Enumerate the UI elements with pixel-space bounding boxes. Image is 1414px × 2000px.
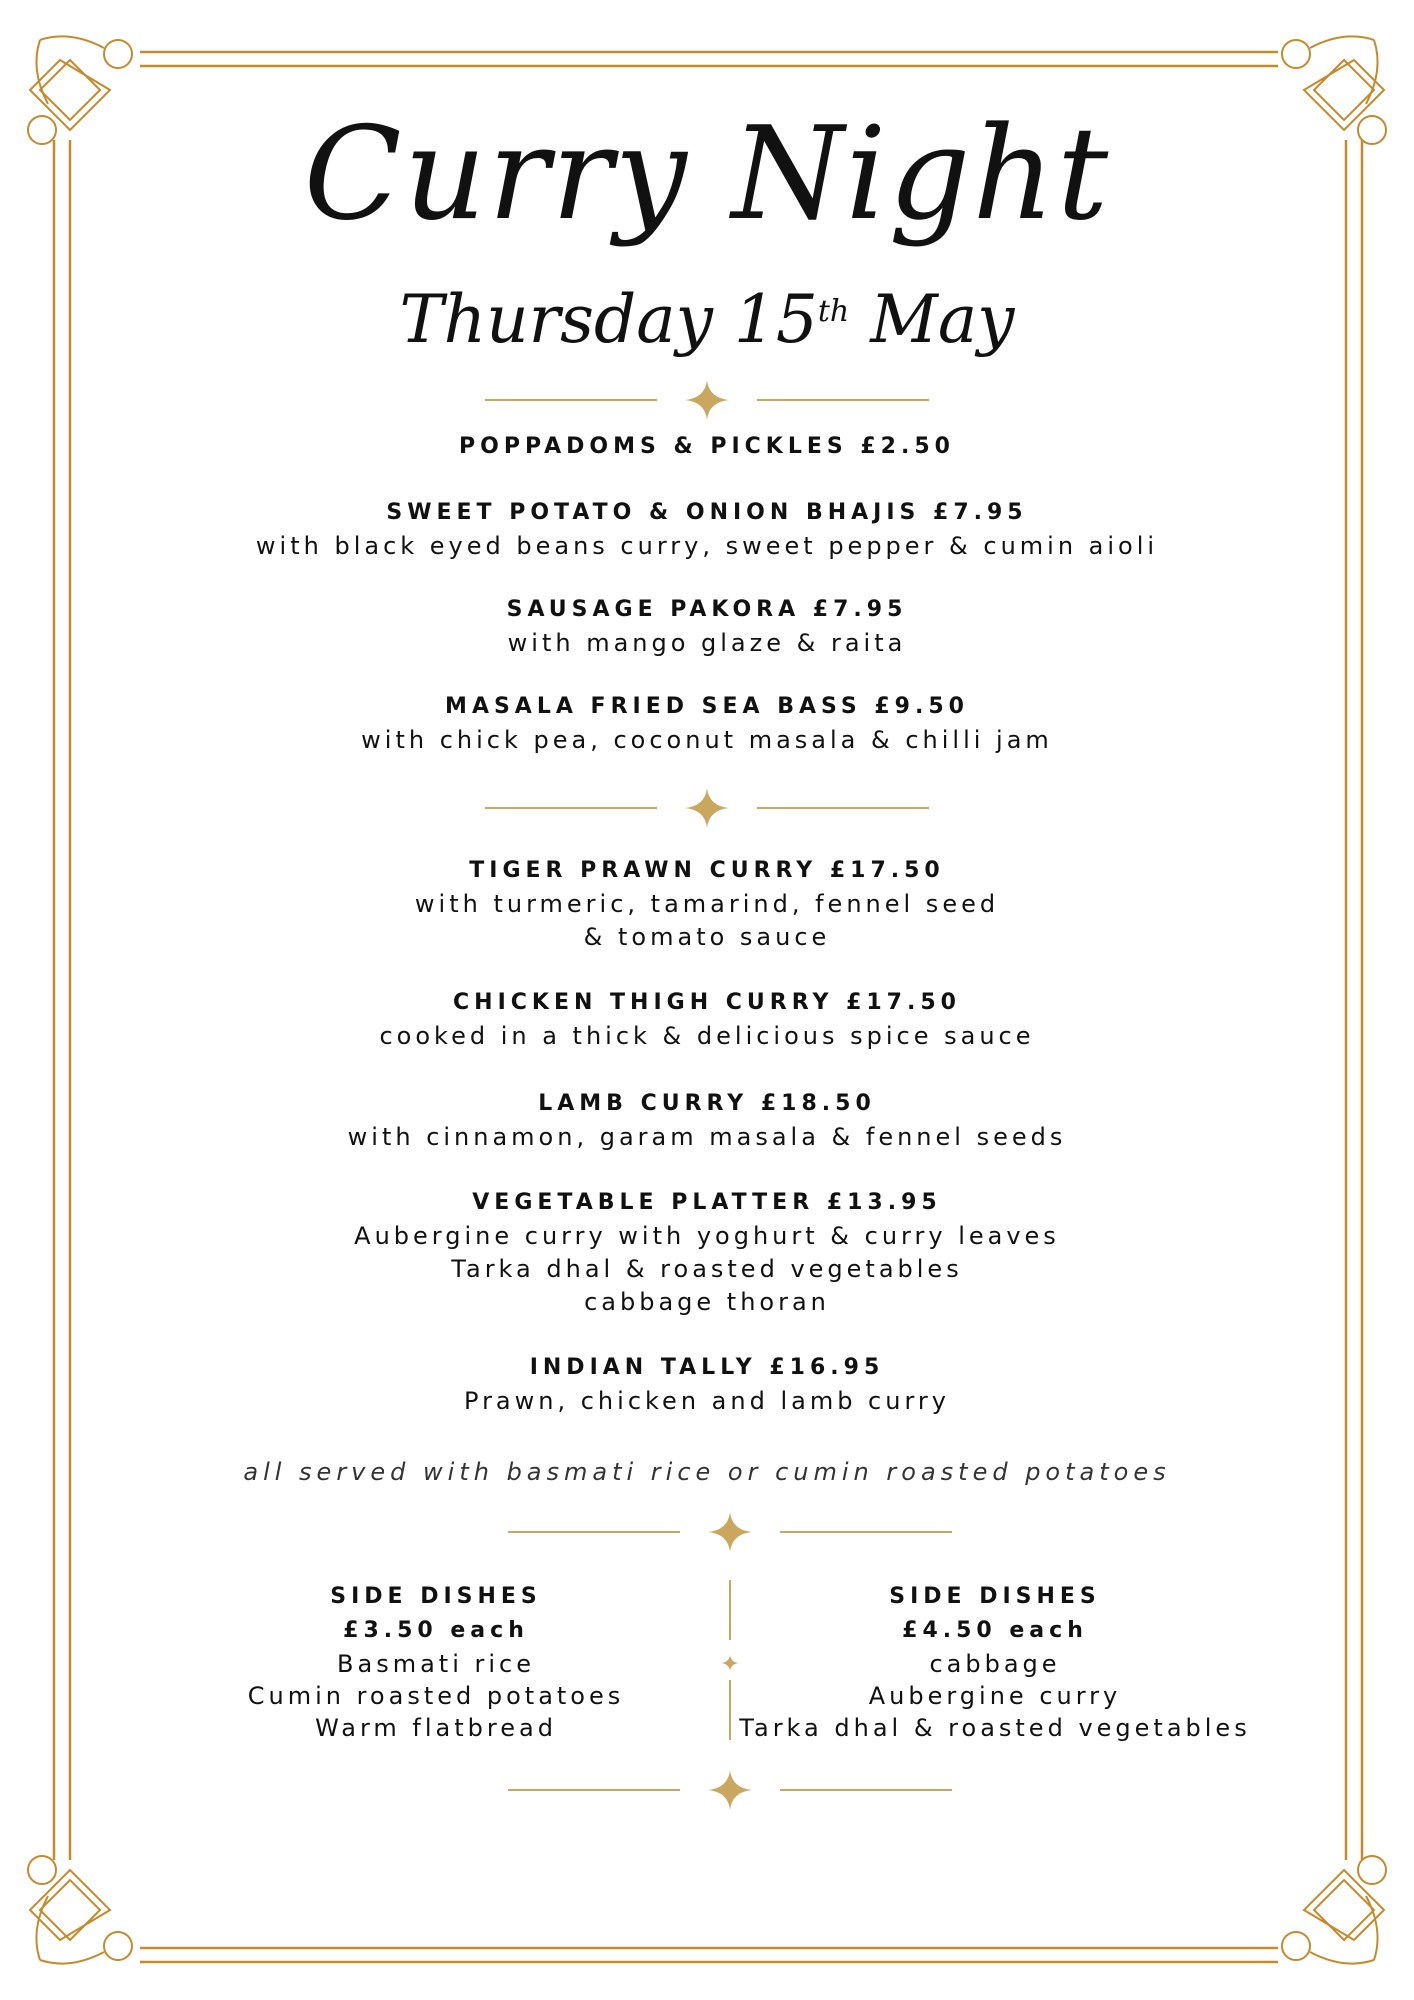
menu-item (0, 1087, 1414, 1154)
dish-name: SAUSAGE PAKORA £7.95 (506, 597, 908, 622)
side-dish-item: cabbage (929, 1650, 1061, 1678)
corner-ornament-bottom-left (28, 1856, 132, 1964)
dish-name: CHICKEN THIGH CURRY £17.50 (453, 990, 961, 1015)
side-dish-item: Warm flatbread (315, 1714, 557, 1742)
dish-description: with turmeric, tamarind, fennel seed (414, 890, 1000, 918)
side-dishes-heading: SIDE DISHES (330, 1584, 542, 1609)
dish-name: LAMB CURRY £18.50 (538, 1091, 876, 1116)
page-title: Curry Night (303, 100, 1111, 249)
dish-description: with mango glaze & raita (507, 629, 907, 657)
side-dish-item: Basmati rice (337, 1650, 535, 1678)
event-date-day: Thursday 15 (399, 281, 818, 358)
dish-description: Tarka dhal & roasted vegetables (451, 1255, 963, 1283)
side-dishes-left (196, 1580, 676, 1744)
dish-name: POPPADOMS & PICKLES £2.50 (459, 434, 955, 459)
dish-name: VEGETABLE PLATTER £13.95 (472, 1190, 942, 1215)
dish-name: MASALA FRIED SEA BASS £9.50 (445, 694, 969, 719)
sparkle-icon (685, 380, 729, 420)
side-dish-item: Cumin roasted potatoes (247, 1682, 625, 1710)
side-dishes-price: £3.50 each (343, 1618, 529, 1643)
menu-item (0, 430, 1414, 464)
menu-item (0, 690, 1414, 757)
event-date-month: May (870, 281, 1015, 358)
side-dishes-right (730, 1580, 1260, 1744)
menu-item (0, 854, 1414, 954)
sparkle-icon (708, 1770, 752, 1810)
side-dishes-heading: SIDE DISHES (889, 1584, 1101, 1609)
dish-description: Aubergine curry with yoghurt & curry leaves (354, 1222, 1060, 1250)
dish-description: Prawn, chicken and lamb curry (464, 1387, 950, 1415)
divider-4 (508, 1770, 952, 1810)
dish-description: with chick pea, coconut masala & chilli jam (361, 726, 1053, 754)
starters-section (0, 430, 1414, 757)
dish-name: SWEET POTATO & ONION BHAJIS £7.95 (386, 500, 1028, 525)
dish-description: cabbage thoran (584, 1288, 830, 1316)
dish-description: with black eyed beans curry, sweet pepper & cumin aioli (255, 532, 1159, 560)
event-date-suffix: th (817, 294, 850, 329)
event-date (0, 280, 1414, 360)
menu-item (0, 593, 1414, 660)
dish-description: cooked in a thick & delicious spice sauce (379, 1022, 1035, 1050)
dish-description: & tomato sauce (583, 923, 831, 951)
side-dish-item: Tarka dhal & roasted vegetables (739, 1714, 1251, 1742)
divider-3 (508, 1512, 952, 1552)
sparkle-icon (685, 788, 729, 828)
side-dish-item: Aubergine curry (868, 1682, 1122, 1710)
dish-name: TIGER PRAWN CURRY £17.50 (469, 858, 945, 883)
served-note: all served with basmati rice or cumin roasted potatoes (243, 1458, 1171, 1486)
divider-1 (485, 380, 929, 420)
divider-2 (485, 788, 929, 828)
corner-ornament-bottom-right (1282, 1856, 1386, 1964)
mains-section (0, 854, 1414, 1418)
sparkle-icon (708, 1512, 752, 1552)
dish-description: with cinnamon, garam masala & fennel seeds (347, 1123, 1067, 1151)
menu-item (0, 986, 1414, 1053)
dish-name: INDIAN TALLY £16.95 (529, 1355, 885, 1380)
menu-item (0, 1186, 1414, 1319)
menu-item (0, 1351, 1414, 1418)
side-dishes-price: £4.50 each (902, 1618, 1088, 1643)
menu-item (0, 496, 1414, 563)
